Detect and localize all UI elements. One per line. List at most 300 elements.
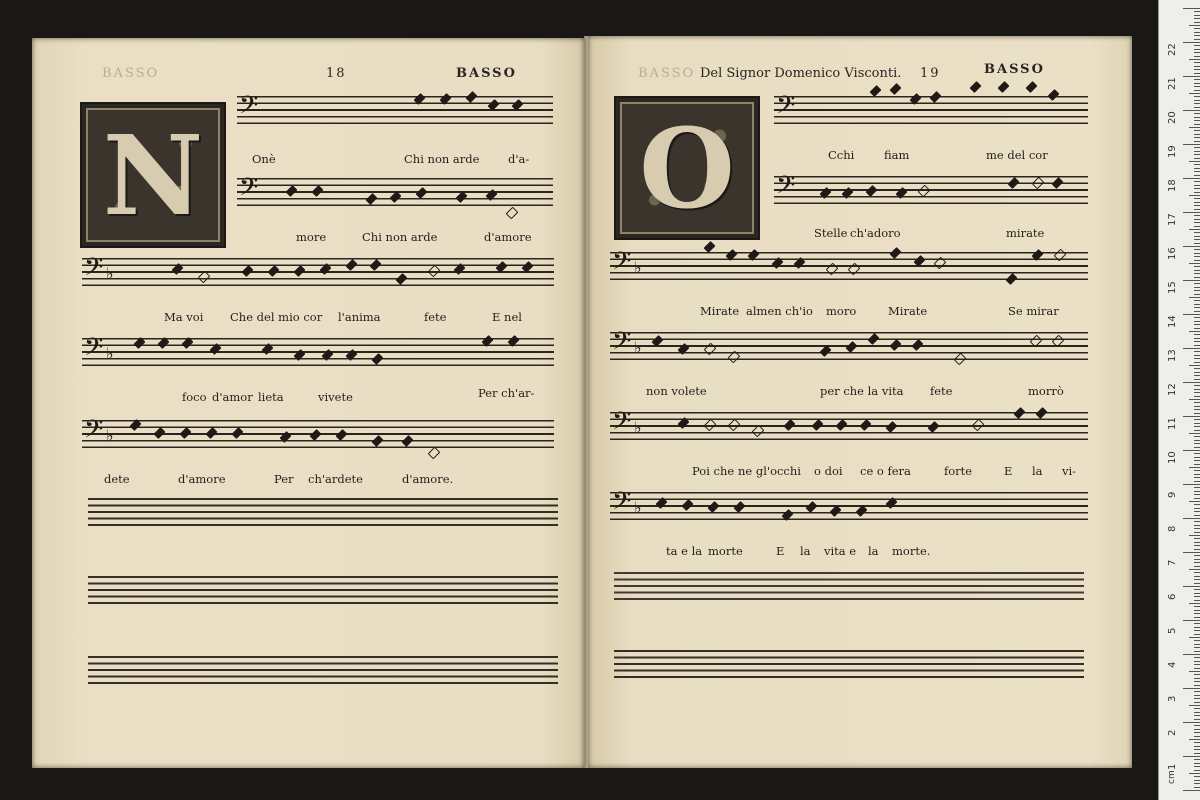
ruler-tick: [1194, 317, 1200, 318]
ruler-tick: [1194, 202, 1200, 203]
decorated-initial: [80, 102, 226, 248]
lyric: morrò: [1028, 384, 1064, 398]
ruler-tick: [1194, 107, 1200, 108]
ruler-tick: [1194, 35, 1200, 36]
ruler-tick: [1194, 719, 1200, 720]
lyric: Che del mio cor: [230, 310, 323, 324]
ruler-tick: [1194, 538, 1200, 539]
ruler-tick: [1194, 708, 1200, 709]
empty-staff: [614, 650, 1084, 680]
ruler-tick: [1194, 100, 1200, 101]
ruler-tick: [1194, 375, 1200, 376]
ruler-number: 21: [1167, 77, 1178, 90]
ruler-number: 1: [1167, 763, 1178, 770]
ruler-tick: [1194, 243, 1200, 244]
ruler-tick: [1194, 681, 1200, 682]
ruler-number: 6: [1167, 593, 1178, 600]
ruler-tick: [1194, 729, 1200, 730]
ruler-tick: [1194, 715, 1200, 716]
ruler-tick: [1194, 324, 1200, 325]
ruler-tick: [1194, 515, 1200, 516]
ruler-tick: [1194, 351, 1200, 352]
ruler-tick: [1189, 59, 1200, 60]
lyric: l'anima: [338, 310, 381, 324]
ruler-number: 14: [1167, 315, 1178, 328]
ruler-tick: [1189, 229, 1200, 230]
ruler-tick: [1194, 277, 1200, 278]
ruler-number: 4: [1167, 661, 1178, 668]
ruler-tick: [1194, 39, 1200, 40]
ruler-tick: [1194, 249, 1200, 250]
music-note: [1025, 81, 1037, 93]
lyric: d'amore: [484, 230, 532, 244]
ruler-tick: [1194, 440, 1200, 441]
ruler-tick: [1194, 328, 1200, 329]
lyric: d'amore: [178, 472, 226, 486]
ruler-tick: [1194, 83, 1200, 84]
ruler-tick: [1194, 640, 1200, 641]
ruler-tick: [1189, 127, 1200, 128]
ruler-tick: [1194, 256, 1200, 257]
flat-sign-icon: ♭: [106, 426, 114, 445]
ruler-tick: [1194, 188, 1200, 189]
ruler-tick: [1194, 355, 1200, 356]
lyric: d'amore.: [402, 472, 454, 486]
ruler-tick: [1189, 331, 1200, 332]
ruler-tick: [1194, 576, 1200, 577]
lyric: d'a-: [508, 152, 530, 166]
ruler-number: 18: [1167, 179, 1178, 192]
ruler-tick: [1194, 545, 1200, 546]
ruler-tick: [1194, 470, 1200, 471]
bass-clef-icon: 𝄢: [776, 171, 796, 206]
ruler-tick: [1194, 164, 1200, 165]
ruler-tick: [1189, 739, 1200, 740]
left-page: [32, 38, 584, 768]
ruler-tick: [1194, 215, 1200, 216]
lyric: Chi non arde: [362, 230, 438, 244]
ruler-tick: [1194, 749, 1200, 750]
flat-sign-icon: ♭: [634, 338, 642, 357]
ruler-tick: [1183, 42, 1200, 43]
music-note: [506, 207, 519, 220]
ruler-tick: [1194, 103, 1200, 104]
ruler-tick: [1194, 113, 1200, 114]
ruler-tick: [1194, 239, 1200, 240]
ruler-tick: [1194, 623, 1200, 624]
music-note: [889, 83, 901, 95]
ruler-tick: [1194, 566, 1200, 567]
ruler-tick: [1194, 209, 1200, 210]
ruler-tick: [1194, 617, 1200, 618]
initial-letter: O: [639, 103, 735, 233]
ruler-tick: [1189, 603, 1200, 604]
ruler-number: 5: [1167, 627, 1178, 634]
bass-clef-icon: 𝄢: [612, 487, 632, 522]
lyric: fete: [424, 310, 447, 324]
empty-staff: [88, 498, 558, 528]
ruler-tick: [1194, 766, 1200, 767]
ruler-tick: [1194, 226, 1200, 227]
ruler-number: 22: [1167, 43, 1178, 56]
ruler-tick: [1194, 168, 1200, 169]
ruler-tick: [1189, 93, 1200, 94]
ruler-tick: [1194, 15, 1200, 16]
ruler-tick: [1194, 460, 1200, 461]
ruler-tick: [1194, 678, 1200, 679]
lyric: Onè: [252, 152, 276, 166]
lyric: E: [1004, 464, 1013, 478]
ruler-tick: [1194, 409, 1200, 410]
ruler-number: 20: [1167, 111, 1178, 124]
ruler-tick: [1194, 657, 1200, 658]
ruler-tick: [1194, 457, 1200, 458]
ruler-tick: [1194, 474, 1200, 475]
ruler-tick: [1194, 290, 1200, 291]
ruler-tick: [1194, 664, 1200, 665]
ruler-tick: [1189, 365, 1200, 366]
ruler-number: 12: [1167, 383, 1178, 396]
ruler-tick: [1194, 453, 1200, 454]
lyric: more: [296, 230, 327, 244]
ruler-tick: [1194, 661, 1200, 662]
lyric: Poi che: [692, 464, 735, 478]
ruler-tick: [1189, 705, 1200, 706]
empty-staff: [88, 656, 558, 686]
ghost-running-head: BASSO: [638, 66, 696, 81]
ruler-tick: [1194, 253, 1200, 254]
attribution: Del Signor Domenico Visconti.: [700, 66, 902, 81]
ruler-tick: [1194, 117, 1200, 118]
running-head: BASSO: [984, 62, 1045, 77]
ruler-tick: [1194, 596, 1200, 597]
ruler-tick: [1194, 141, 1200, 142]
ruler-number: 17: [1167, 213, 1178, 226]
ruler-tick: [1194, 79, 1200, 80]
ruler-tick: [1189, 501, 1200, 502]
lyric: ce o fera: [860, 464, 911, 478]
ruler-tick: [1194, 341, 1200, 342]
ruler-tick: [1183, 688, 1200, 689]
ruler-tick: [1183, 484, 1200, 485]
ruler-tick: [1194, 158, 1200, 159]
ruler-tick: [1189, 433, 1200, 434]
measuring-ruler: [1158, 0, 1200, 800]
ruler-tick: [1189, 773, 1200, 774]
ruler-tick: [1194, 725, 1200, 726]
ruler-number: 3: [1167, 695, 1178, 702]
ruler-tick: [1194, 572, 1200, 573]
ruler-tick: [1194, 56, 1200, 57]
running-head: BASSO: [456, 66, 517, 81]
lyric: me del cor: [986, 148, 1048, 162]
ruler-tick: [1194, 562, 1200, 563]
lyric: ta e la: [666, 544, 703, 558]
bass-clef-icon: 𝄢: [239, 173, 259, 208]
ruler-tick: [1194, 443, 1200, 444]
ruler-tick: [1194, 606, 1200, 607]
ruler-number: 19: [1167, 145, 1178, 158]
ruler-tick: [1194, 593, 1200, 594]
ruler-tick: [1194, 236, 1200, 237]
ghost-running-head: BASSO: [102, 66, 160, 81]
ruler-tick: [1194, 270, 1200, 271]
ruler-tick: [1194, 198, 1200, 199]
ruler-number: 10: [1167, 451, 1178, 464]
ruler-tick: [1194, 742, 1200, 743]
ruler-tick: [1194, 525, 1200, 526]
lyric: vi-: [1062, 464, 1077, 478]
ruler-tick: [1194, 555, 1200, 556]
ruler-tick: [1189, 569, 1200, 570]
lyric: foco: [182, 390, 207, 404]
ruler-tick: [1194, 345, 1200, 346]
ruler-tick: [1194, 205, 1200, 206]
ruler-tick: [1194, 147, 1200, 148]
ruler-tick: [1194, 52, 1200, 53]
ruler-tick: [1183, 790, 1200, 791]
ruler-tick: [1194, 185, 1200, 186]
lyric: ch'adoro: [850, 226, 901, 240]
page-number: 18: [326, 66, 347, 81]
lyric: d'amor: [212, 390, 253, 404]
bass-clef-icon: 𝄢: [84, 253, 104, 288]
ruler-tick: [1189, 25, 1200, 26]
lyric: morte: [708, 544, 743, 558]
music-staff: [82, 253, 554, 288]
ruler-tick: [1194, 528, 1200, 529]
music-note: [428, 447, 441, 460]
ruler-tick: [1194, 498, 1200, 499]
ruler-tick: [1194, 549, 1200, 550]
lyric: mirate: [1006, 226, 1045, 240]
lyric: la: [868, 544, 879, 558]
ruler-tick: [1194, 712, 1200, 713]
ruler-tick: [1194, 307, 1200, 308]
ruler-tick: [1183, 620, 1200, 621]
ruler-tick: [1194, 134, 1200, 135]
ruler-tick: [1189, 671, 1200, 672]
ruler-tick: [1194, 759, 1200, 760]
flat-sign-icon: ♭: [106, 344, 114, 363]
ruler-tick: [1194, 787, 1200, 788]
ruler-tick: [1194, 783, 1200, 784]
ruler-tick: [1194, 504, 1200, 505]
ruler-tick: [1194, 151, 1200, 152]
ruler-tick: [1194, 32, 1200, 33]
ruler-tick: [1194, 780, 1200, 781]
ruler-tick: [1194, 66, 1200, 67]
ruler-tick: [1194, 732, 1200, 733]
ruler-tick: [1183, 518, 1200, 519]
ruler-tick: [1194, 222, 1200, 223]
ruler-tick: [1194, 532, 1200, 533]
ruler-tick: [1183, 178, 1200, 179]
ruler-tick: [1194, 494, 1200, 495]
ruler-tick: [1183, 212, 1200, 213]
ruler-tick: [1194, 600, 1200, 601]
ruler-tick: [1194, 28, 1200, 29]
ruler-tick: [1183, 586, 1200, 587]
lyric: dete: [104, 472, 130, 486]
ruler-tick: [1194, 613, 1200, 614]
ruler-tick: [1194, 487, 1200, 488]
ruler-tick: [1183, 552, 1200, 553]
ruler-tick: [1194, 73, 1200, 74]
lyric: Se mirar: [1008, 304, 1059, 318]
ruler-tick: [1194, 776, 1200, 777]
ruler-tick: [1194, 219, 1200, 220]
ruler-tick: [1194, 698, 1200, 699]
ruler-tick: [1194, 589, 1200, 590]
lyric: la: [800, 544, 811, 558]
lyric: E nel: [492, 310, 522, 324]
ruler-tick: [1194, 634, 1200, 635]
bass-clef-icon: 𝄢: [776, 91, 796, 126]
ruler-number: 11: [1167, 417, 1178, 430]
flat-sign-icon: ♭: [634, 258, 642, 277]
ruler-tick: [1183, 756, 1200, 757]
ruler-unit: cm: [1167, 770, 1177, 784]
lyric: o doi: [814, 464, 843, 478]
ruler-tick: [1194, 647, 1200, 648]
ruler-tick: [1194, 436, 1200, 437]
ruler-tick: [1194, 273, 1200, 274]
music-note: [997, 81, 1009, 93]
lyric: per che la vita: [820, 384, 904, 398]
ruler-tick: [1194, 90, 1200, 91]
ruler-tick: [1194, 579, 1200, 580]
ruler-tick: [1194, 481, 1200, 482]
initial-letter: N: [102, 110, 204, 240]
ruler-tick: [1194, 130, 1200, 131]
ruler-tick: [1194, 137, 1200, 138]
ruler-tick: [1194, 413, 1200, 414]
lyric: Ma voi: [164, 310, 204, 324]
ruler-tick: [1194, 22, 1200, 23]
ruler-tick: [1194, 559, 1200, 560]
ruler-tick: [1183, 450, 1200, 451]
lyric: Mirate: [888, 304, 928, 318]
bass-clef-icon: 𝄢: [239, 91, 259, 126]
ruler-tick: [1194, 171, 1200, 172]
ruler-tick: [1194, 62, 1200, 63]
ruler-tick: [1189, 467, 1200, 468]
ruler-tick: [1194, 402, 1200, 403]
ruler-tick: [1194, 668, 1200, 669]
ruler-tick: [1194, 419, 1200, 420]
ruler-tick: [1194, 385, 1200, 386]
ruler-tick: [1194, 674, 1200, 675]
ruler-tick: [1194, 311, 1200, 312]
ruler-tick: [1194, 447, 1200, 448]
ruler-tick: [1194, 511, 1200, 512]
ruler-tick: [1194, 542, 1200, 543]
ruler-tick: [1194, 610, 1200, 611]
ruler-tick: [1194, 389, 1200, 390]
lyric: fete: [930, 384, 953, 398]
ruler-tick: [1183, 348, 1200, 349]
decorated-initial: [614, 96, 760, 240]
ruler-tick: [1194, 266, 1200, 267]
lyric: forte: [944, 464, 973, 478]
ruler-tick: [1194, 49, 1200, 50]
right-page: [588, 36, 1132, 768]
lyric: morte.: [892, 544, 931, 558]
page-number: 19: [920, 66, 941, 81]
flat-sign-icon: ♭: [634, 498, 642, 517]
ruler-tick: [1183, 382, 1200, 383]
lyric: Stelle: [814, 226, 848, 240]
ruler-number: 7: [1167, 559, 1178, 566]
ruler-tick: [1194, 746, 1200, 747]
ruler-number: 13: [1167, 349, 1178, 362]
ruler-tick: [1189, 195, 1200, 196]
ruler-tick: [1194, 86, 1200, 87]
flat-sign-icon: ♭: [634, 418, 642, 437]
ruler-tick: [1194, 96, 1200, 97]
ruler-tick: [1194, 691, 1200, 692]
ruler-tick: [1194, 362, 1200, 363]
ruler-tick: [1194, 477, 1200, 478]
bass-clef-icon: 𝄢: [84, 333, 104, 368]
ruler-number: 16: [1167, 247, 1178, 260]
ruler-tick: [1189, 263, 1200, 264]
ruler-tick: [1194, 695, 1200, 696]
ruler-tick: [1194, 294, 1200, 295]
lyric: almen ch'io: [746, 304, 813, 318]
ruler-tick: [1194, 630, 1200, 631]
lyric: Mirate: [700, 304, 740, 318]
ruler-tick: [1189, 399, 1200, 400]
ruler-tick: [1194, 763, 1200, 764]
ruler-tick: [1194, 702, 1200, 703]
ruler-tick: [1194, 464, 1200, 465]
empty-staff: [614, 572, 1084, 602]
ruler-tick: [1194, 430, 1200, 431]
ruler-tick: [1194, 508, 1200, 509]
ruler-tick: [1194, 753, 1200, 754]
flat-sign-icon: ♭: [106, 264, 114, 283]
ruler-tick: [1194, 175, 1200, 176]
ruler-tick: [1194, 406, 1200, 407]
ruler-tick: [1194, 583, 1200, 584]
ruler-tick: [1194, 372, 1200, 373]
lyric: vivete: [318, 390, 353, 404]
lyric: Per ch'ar-: [478, 386, 535, 400]
ruler-tick: [1194, 120, 1200, 121]
ruler-tick: [1194, 300, 1200, 301]
ruler-tick: [1194, 392, 1200, 393]
lyric: lieta: [258, 390, 284, 404]
ruler-tick: [1194, 45, 1200, 46]
ruler-tick: [1183, 416, 1200, 417]
ruler-tick: [1194, 69, 1200, 70]
bass-clef-icon: 𝄢: [612, 247, 632, 282]
ruler-tick: [1183, 76, 1200, 77]
ruler-tick: [1194, 11, 1200, 12]
lyric: Cchi: [828, 148, 855, 162]
ruler-tick: [1194, 283, 1200, 284]
lyric: Chi non arde: [404, 152, 480, 166]
ruler-number: 15: [1167, 281, 1178, 294]
ruler-tick: [1194, 321, 1200, 322]
lyric: vita e: [824, 544, 857, 558]
ruler-tick: [1183, 144, 1200, 145]
bass-clef-icon: 𝄢: [612, 407, 632, 442]
ruler-tick: [1189, 161, 1200, 162]
ruler-tick: [1194, 379, 1200, 380]
